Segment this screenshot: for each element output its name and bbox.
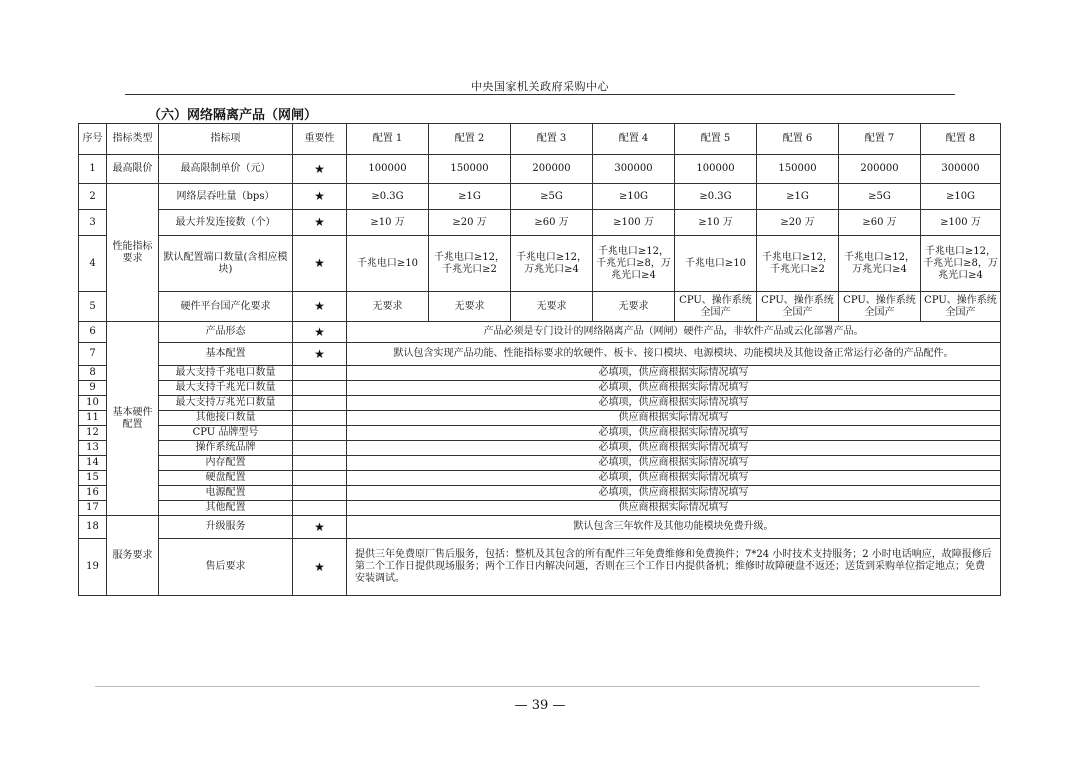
requirement-cell: 必填项，供应商根据实际情况填写 [347, 486, 1001, 501]
category-cell: 最高限价 [107, 155, 159, 184]
config-cell: ≥5G [839, 184, 921, 210]
table-row [79, 210, 1001, 236]
header-cell: 配置 7 [839, 124, 921, 155]
table-row [79, 236, 1001, 292]
requirement-cell: 必填项，供应商根据实际情况填写 [347, 456, 1001, 471]
table-row [79, 471, 1001, 486]
row-number: 15 [79, 471, 107, 486]
item-cell: 最大并发连接数（个） [159, 210, 293, 236]
header-cell: 配置 8 [921, 124, 1001, 155]
requirement-cell: 提供三年免费原厂售后服务，包括：整机及其包含的所有配件三年免费维修和免费换件；7*24 小时技术支持服务；2 小时电话响应，故障报修后第二个工作日提供现场服务；两个工作日内解决问题，否则在三个工作日内提供备机；维修时故障硬盘不返还；送货到采购单位指定地点；免费安装调试。 [347, 539, 1001, 596]
row-number: 11 [79, 411, 107, 426]
config-cell: 无要求 [593, 292, 675, 322]
importance-star: ★ [293, 322, 347, 343]
config-cell: 无要求 [511, 292, 593, 322]
item-cell: 默认配置端口数量(含相应模块) [159, 236, 293, 292]
table-row [79, 322, 1001, 343]
page-header-title: 中央国家机关政府采购中心 [471, 80, 609, 93]
requirement-cell: 必填项，供应商根据实际情况填写 [347, 471, 1001, 486]
requirement-cell: 默认包含实现产品功能、性能指标要求的软硬件、板卡、接口模块、电源模块、功能模块及其他设备正常运行必备的产品配件。 [347, 343, 1001, 366]
importance-star: ★ [293, 292, 347, 322]
table-row [79, 516, 1001, 539]
config-cell: 千兆电口≥12，千兆光口≥8，万兆光口≥4 [921, 236, 1001, 292]
importance-star: ★ [293, 343, 347, 366]
config-cell: 300000 [593, 155, 675, 184]
table-row [79, 426, 1001, 441]
config-cell: CPU、操作系统全国产 [921, 292, 1001, 322]
header-cell: 指标类型 [107, 124, 159, 155]
requirement-cell: 必填项，供应商根据实际情况填写 [347, 396, 1001, 411]
item-cell: 最高限制单价（元） [159, 155, 293, 184]
config-cell: ≥60 万 [839, 210, 921, 236]
row-number: 10 [79, 396, 107, 411]
table-row [79, 343, 1001, 366]
item-cell: 最大支持千兆电口数量 [159, 366, 293, 381]
table-row [79, 184, 1001, 210]
config-cell: 无要求 [347, 292, 429, 322]
config-cell: 千兆电口≥12，万兆光口≥4 [511, 236, 593, 292]
importance-cell [293, 411, 347, 426]
row-number: 8 [79, 366, 107, 381]
requirement-cell: 供应商根据实际情况填写 [347, 501, 1001, 516]
config-cell: 千兆电口≥12，万兆光口≥4 [839, 236, 921, 292]
row-number: 18 [79, 516, 107, 539]
item-cell: 最大支持千兆光口数量 [159, 381, 293, 396]
header-rule [125, 94, 955, 95]
item-cell: 升级服务 [159, 516, 293, 539]
importance-cell [293, 426, 347, 441]
header-cell: 序号 [79, 124, 107, 155]
config-cell: 无要求 [429, 292, 511, 322]
config-cell: ≥5G [511, 184, 593, 210]
config-cell: 千兆电口≥10 [675, 236, 757, 292]
item-cell: 内存配置 [159, 456, 293, 471]
config-cell: CPU、操作系统全国产 [757, 292, 839, 322]
category-cell: 服务要求 [107, 516, 159, 596]
config-cell: ≥0.3G [347, 184, 429, 210]
config-cell: 千兆电口≥10 [347, 236, 429, 292]
importance-star: ★ [293, 210, 347, 236]
item-cell: 硬件平台国产化要求 [159, 292, 293, 322]
header-cell: 配置 3 [511, 124, 593, 155]
config-cell: ≥60 万 [511, 210, 593, 236]
config-cell: ≥10G [593, 184, 675, 210]
config-cell: 千兆电口≥12，千兆光口≥2 [429, 236, 511, 292]
importance-cell [293, 381, 347, 396]
requirement-cell: 必填项，供应商根据实际情况填写 [347, 381, 1001, 396]
importance-star: ★ [293, 236, 347, 292]
spec-table [78, 123, 1001, 596]
item-cell: 最大支持万兆光口数量 [159, 396, 293, 411]
row-number: 16 [79, 486, 107, 501]
header-cell: 配置 2 [429, 124, 511, 155]
config-cell: 100000 [347, 155, 429, 184]
importance-cell [293, 471, 347, 486]
table-row [79, 366, 1001, 381]
importance-cell [293, 486, 347, 501]
item-cell: 电源配置 [159, 486, 293, 501]
category-cell: 基本硬件配置 [107, 322, 159, 516]
config-cell: 200000 [511, 155, 593, 184]
row-number: 1 [79, 155, 107, 184]
importance-star: ★ [293, 539, 347, 596]
header-cell: 配置 6 [757, 124, 839, 155]
config-cell: CPU、操作系统全国产 [839, 292, 921, 322]
requirement-cell: 供应商根据实际情况填写 [347, 411, 1001, 426]
config-cell: ≥10 万 [675, 210, 757, 236]
config-cell: ≥1G [757, 184, 839, 210]
importance-cell [293, 456, 347, 471]
config-cell: ≥10 万 [347, 210, 429, 236]
table-header-row [79, 124, 1001, 155]
row-number: 4 [79, 236, 107, 292]
header-cell: 指标项 [159, 124, 293, 155]
row-number: 17 [79, 501, 107, 516]
item-cell: 硬盘配置 [159, 471, 293, 486]
requirement-cell: 必填项，供应商根据实际情况填写 [347, 366, 1001, 381]
config-cell: 200000 [839, 155, 921, 184]
config-cell: 150000 [429, 155, 511, 184]
config-cell: ≥1G [429, 184, 511, 210]
item-cell: 产品形态 [159, 322, 293, 343]
item-cell: 其他接口数量 [159, 411, 293, 426]
config-cell: ≥100 万 [921, 210, 1001, 236]
table-row [79, 456, 1001, 471]
table-row [79, 396, 1001, 411]
item-cell: 售后要求 [159, 539, 293, 596]
config-cell: 100000 [675, 155, 757, 184]
table-row [79, 501, 1001, 516]
row-number: 14 [79, 456, 107, 471]
row-number: 5 [79, 292, 107, 322]
section-heading: （六）网络隔离产品（网闸） [148, 108, 318, 123]
page-number: — 39 — [514, 698, 566, 713]
header-cell: 重要性 [293, 124, 347, 155]
config-cell: ≥100 万 [593, 210, 675, 236]
importance-star: ★ [293, 516, 347, 539]
table-row [79, 411, 1001, 426]
row-number: 3 [79, 210, 107, 236]
config-cell: ≥0.3G [675, 184, 757, 210]
requirement-cell: 产品必须是专门设计的网络隔离产品（网闸）硬件产品，非软件产品或云化部署产品。 [347, 322, 1001, 343]
row-number: 12 [79, 426, 107, 441]
item-cell: 网络层吞吐量（bps） [159, 184, 293, 210]
header-cell: 配置 1 [347, 124, 429, 155]
config-cell: ≥20 万 [757, 210, 839, 236]
requirement-cell: 必填项，供应商根据实际情况填写 [347, 441, 1001, 456]
importance-star: ★ [293, 155, 347, 184]
importance-cell [293, 366, 347, 381]
table-row [79, 441, 1001, 456]
row-number: 6 [79, 322, 107, 343]
row-number: 13 [79, 441, 107, 456]
table-row [79, 155, 1001, 184]
header-cell: 配置 5 [675, 124, 757, 155]
footer-rule [95, 686, 980, 687]
table-row [79, 292, 1001, 322]
config-cell: 千兆电口≥12，千兆光口≥8，万兆光口≥4 [593, 236, 675, 292]
config-cell: ≥10G [921, 184, 1001, 210]
row-number: 2 [79, 184, 107, 210]
importance-cell [293, 396, 347, 411]
category-cell: 性能指标要求 [107, 184, 159, 322]
importance-star: ★ [293, 184, 347, 210]
config-cell: 300000 [921, 155, 1001, 184]
header-cell: 配置 4 [593, 124, 675, 155]
importance-cell [293, 441, 347, 456]
config-cell: 千兆电口≥12，千兆光口≥2 [757, 236, 839, 292]
row-number: 9 [79, 381, 107, 396]
importance-cell [293, 501, 347, 516]
item-cell: 操作系统品牌 [159, 441, 293, 456]
config-cell: CPU、操作系统全国产 [675, 292, 757, 322]
row-number: 19 [79, 539, 107, 596]
item-cell: CPU 品牌型号 [159, 426, 293, 441]
table-row [79, 539, 1001, 596]
config-cell: 150000 [757, 155, 839, 184]
requirement-cell: 默认包含三年软件及其他功能模块免费升级。 [347, 516, 1001, 539]
config-cell: ≥20 万 [429, 210, 511, 236]
table-row [79, 486, 1001, 501]
item-cell: 其他配置 [159, 501, 293, 516]
item-cell: 基本配置 [159, 343, 293, 366]
requirement-cell: 必填项，供应商根据实际情况填写 [347, 426, 1001, 441]
row-number: 7 [79, 343, 107, 366]
table-row [79, 381, 1001, 396]
